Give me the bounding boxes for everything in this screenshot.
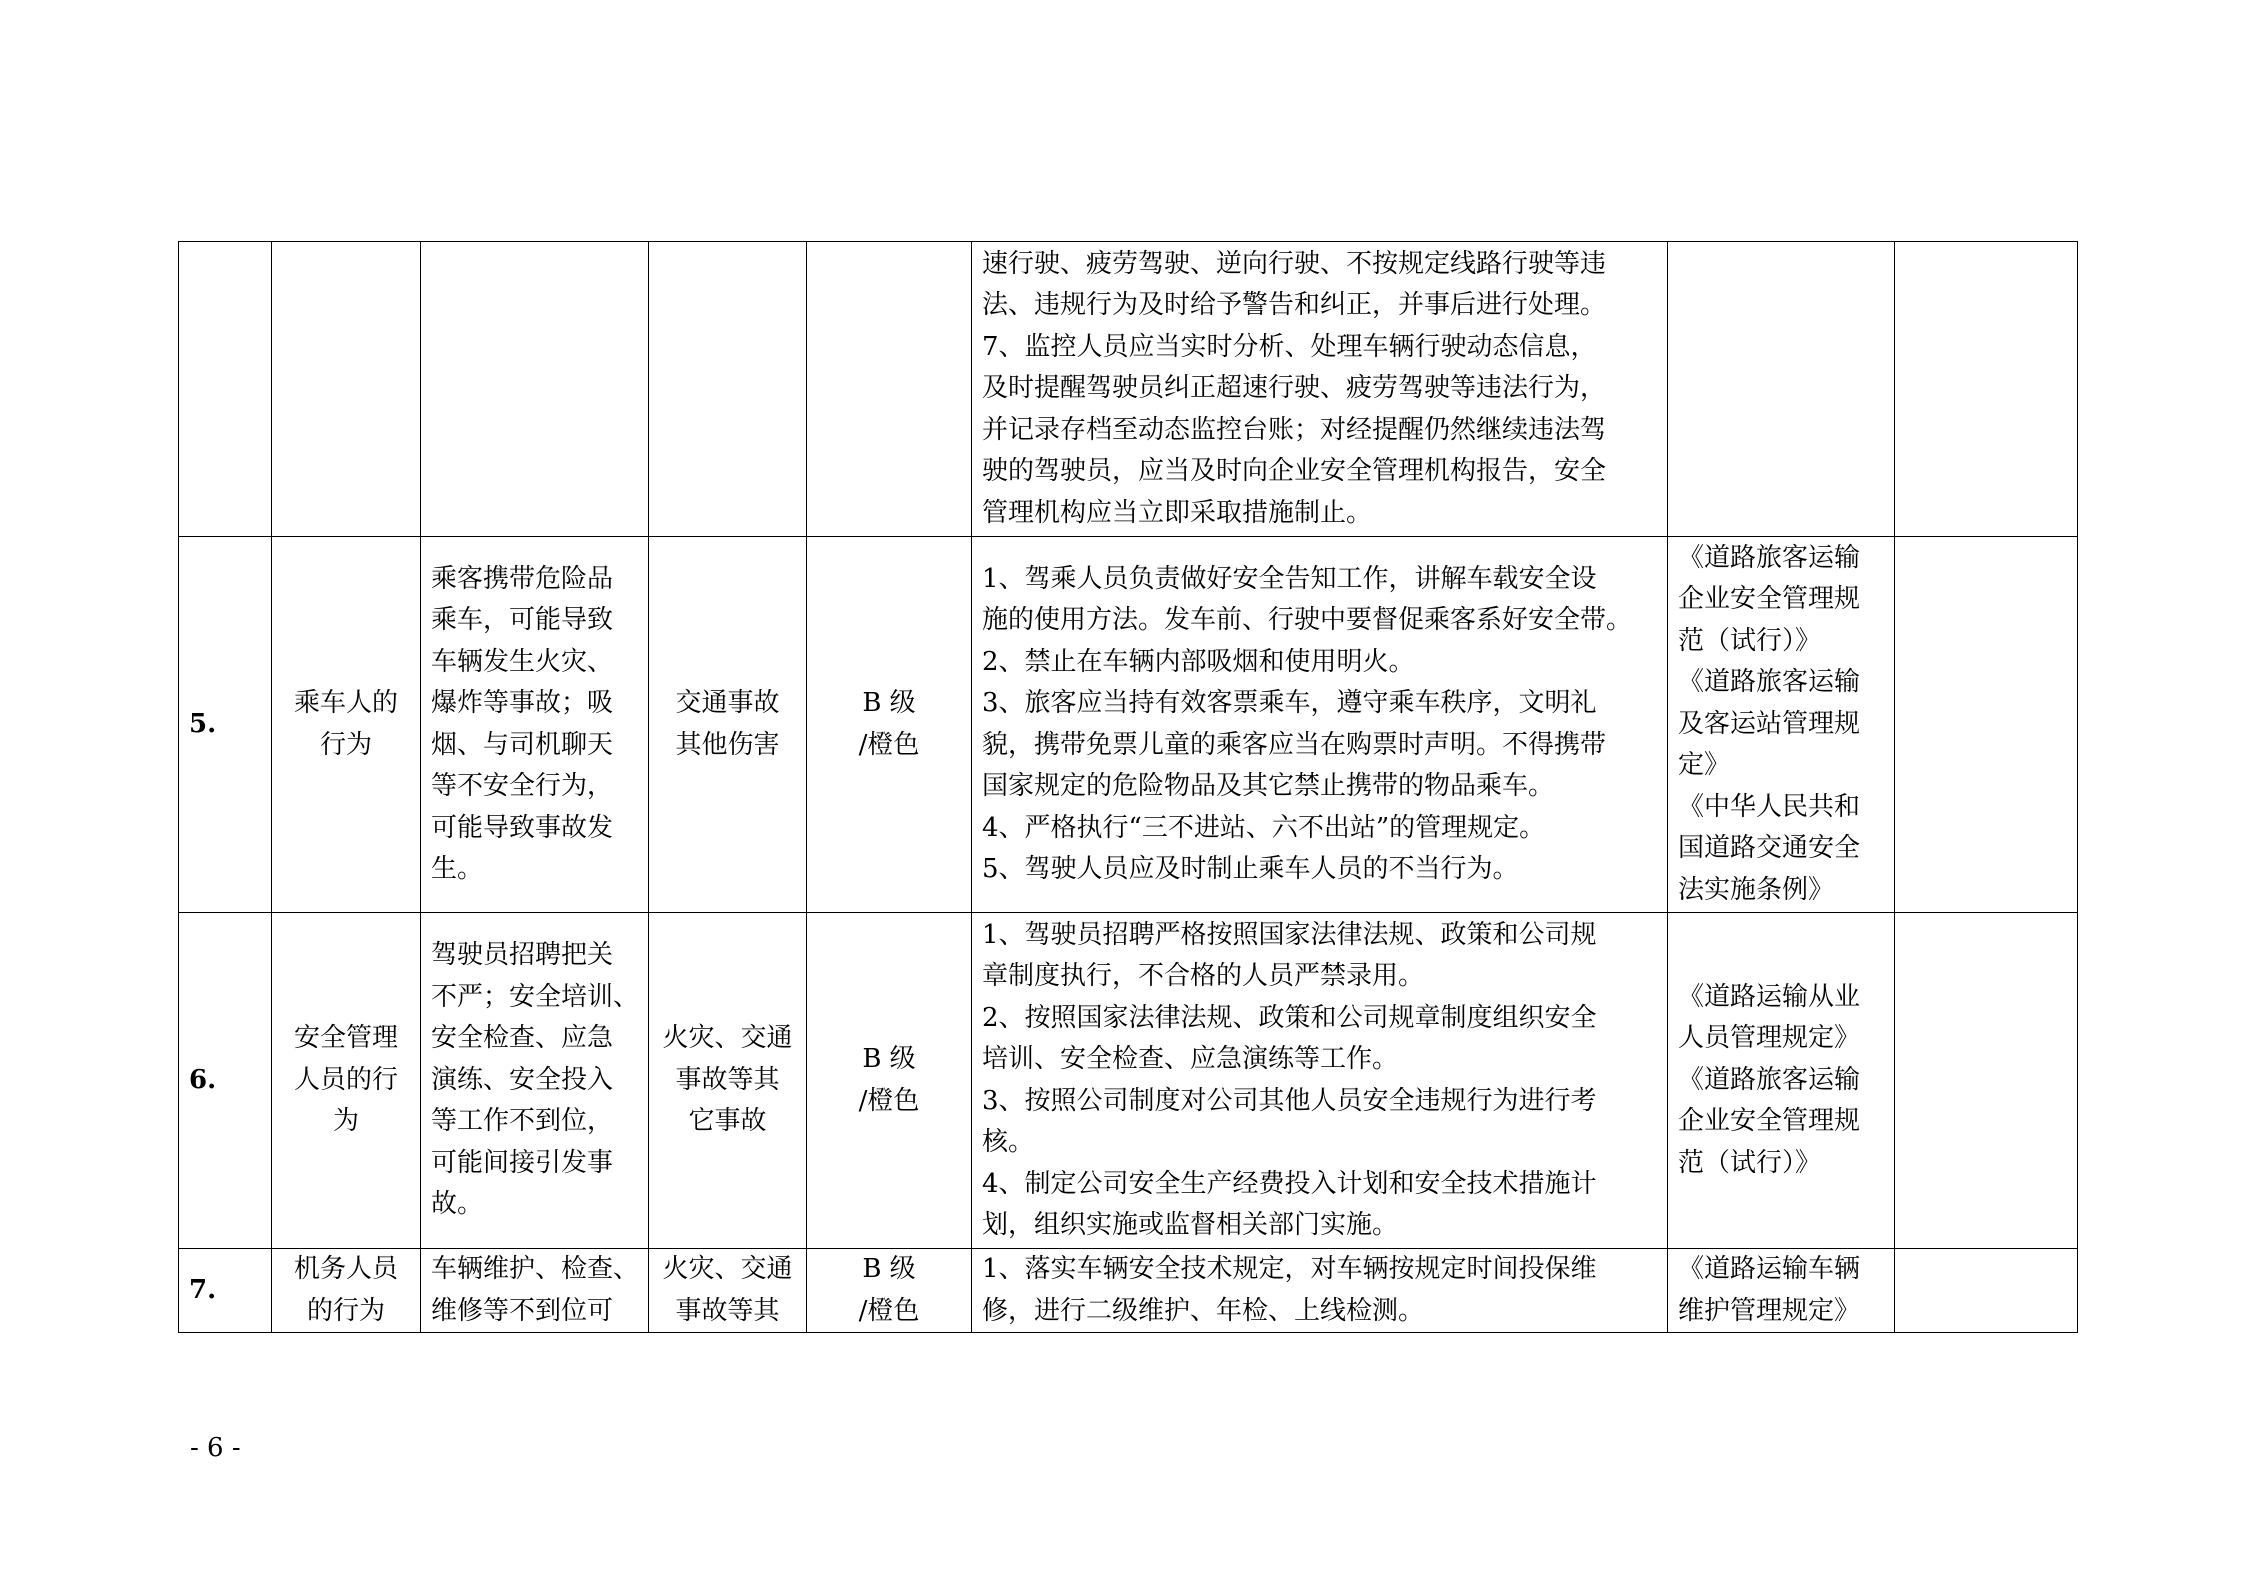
- risk-level: B 级 /橙色: [807, 913, 972, 1249]
- table-row: [179, 1249, 2078, 1333]
- risk-name: 乘车人的 行为: [272, 537, 421, 913]
- accident-type: 交通事故 其他伤害: [649, 537, 807, 913]
- accident-type: 火灾、交通 事故等其 它事故: [649, 913, 807, 1249]
- risk-description: 车辆维护、检查、 维修等不到位可: [421, 1249, 649, 1333]
- remark: [1895, 1249, 2078, 1333]
- risk-description: 驾驶员招聘把关 不严；安全培训、 安全检查、应急 演练、安全投入 等工作不到位， 可能间接引发事 故。: [421, 913, 649, 1249]
- table-row: [179, 242, 2078, 537]
- row-number: 6.: [179, 913, 272, 1249]
- control-measures: 1、落实车辆安全技术规定，对车辆按规定时间投保维 修，进行二级维护、年检、上线检测。: [972, 1249, 1668, 1333]
- risk-level: [807, 242, 972, 537]
- table-row: [179, 537, 2078, 913]
- remark: [1895, 913, 2078, 1249]
- table-row: [179, 913, 2078, 1249]
- regulation-basis: [1668, 242, 1895, 537]
- regulation-basis: 《道路运输从业 人员管理规定》 《道路旅客运输 企业安全管理规 范（试行）》: [1668, 913, 1895, 1249]
- remark: [1895, 537, 2078, 913]
- risk-description: [421, 242, 649, 537]
- risk-name: 安全管理 人员的行 为: [272, 913, 421, 1249]
- row-number: 7.: [179, 1249, 272, 1333]
- risk-table: [178, 241, 2078, 1333]
- control-measures: 1、驾驶员招聘严格按照国家法律法规、政策和公司规 章制度执行，不合格的人员严禁录用。 2、按照国家法律法规、政策和公司规章制度组织安全 培训、安全检查、应急演练等工作。 3、按照公司制度对公司其他人员安全违规行为进行考 核。 4、制定公司安全生产经费投入计划和安全技术措施计 划，组织实施或监督相关部门实施。: [972, 913, 1668, 1249]
- risk-name: [272, 242, 421, 537]
- risk-level: B 级 /橙色: [807, 537, 972, 913]
- row-number: 5.: [179, 537, 272, 913]
- risk-description: 乘客携带危险品 乘车，可能导致 车辆发生火灾、 爆炸等事故；吸 烟、与司机聊天 等不安全行为， 可能导致事故发 生。: [421, 537, 649, 913]
- risk-name: 机务人员 的行为: [272, 1249, 421, 1333]
- row-number: [179, 242, 272, 537]
- control-measures: 速行驶、疲劳驾驶、逆向行驶、不按规定线路行驶等违 法、违规行为及时给予警告和纠正，并事后进行处理。 7、监控人员应当实时分析、处理车辆行驶动态信息， 及时提醒驾驶员纠正超速行驶、疲劳驾驶等违法行为， 并记录存档至动态监控台账；对经提醒仍然继续违法驾 驶的驾驶员，应当及时向企业安全管理机构报告，安全 管理机构应当立即采取措施制止。: [972, 242, 1668, 537]
- remark: [1895, 242, 2078, 537]
- accident-type: 火灾、交通 事故等其: [649, 1249, 807, 1333]
- page-number: - 6 -: [190, 1433, 241, 1463]
- accident-type: [649, 242, 807, 537]
- regulation-basis: 《道路运输车辆 维护管理规定》: [1668, 1249, 1895, 1333]
- control-measures: 1、驾乘人员负责做好安全告知工作，讲解车载安全设 施的使用方法。发车前、行驶中要督促乘客系好安全带。 2、禁止在车辆内部吸烟和使用明火。 3、旅客应当持有效客票乘车，遵守乘车秩序，文明礼 貌，携带免票儿童的乘客应当在购票时声明。不得携带 国家规定的危险物品及其它禁止携带的物品乘车。 4、严格执行“三不进站、六不出站”的管理规定。 5、驾驶人员应及时制止乘车人员的不当行为。: [972, 537, 1668, 913]
- risk-level: B 级 /橙色: [807, 1249, 972, 1333]
- regulation-basis: 《道路旅客运输 企业安全管理规 范（试行）》 《道路旅客运输 及客运站管理规 定》 《中华人民共和 国道路交通安全 法实施条例》: [1668, 537, 1895, 913]
